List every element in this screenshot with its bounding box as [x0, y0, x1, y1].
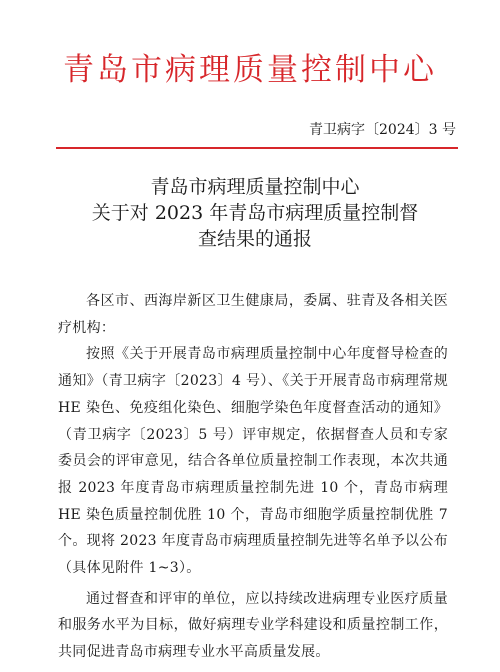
body-paragraph-1: 按照《关于开展青岛市病理质量控制中心年度督导检查的通知》（青卫病字〔2023〕4 号）、《关于开展青岛市病理常规 HE 染色、免疫组化染色、细胞学染色年度督查活动的通知》（青卫病字〔2023〕5 号）评审规定，依据督查人员和专家委员会的评审意见，结合各单位质量控制工作表现，本次共通报 2023 年度青岛市病理质量控制先进 10 个，青岛市病理 HE 染色质量控制优胜 10 个，青岛市细胞学质量控制优胜 7 个。现将 2023 年度青岛市病理质量控制先进等名单予以公布（具体见附件 1~3）。 [58, 346, 448, 577]
title-line-2: 关于对 2023 年青岛市病理质量控制督 [91, 202, 419, 224]
body-paragraph-2: 通过督查和评审的单位，应以持续改进病理专业医疗质量和服务水平为目标，做好病理专业学科建设和质量控制工作，共同促进青岛市病理专业水平高质量发展。 [58, 590, 448, 661]
header-divider [56, 147, 458, 149]
salutation: 各区市、西海岸新区卫生健康局，委属、驻青及各相关医疗机构： [58, 293, 448, 336]
document-title [60, 174, 450, 252]
document-number: 青卫病字〔2024〕3 号 [309, 122, 456, 138]
masthead-title: 青岛市病理质量控制中心 [63, 52, 437, 88]
title-line-3: 查结果的通报 [197, 228, 312, 250]
document-body [58, 288, 448, 666]
title-line-1: 青岛市病理质量控制中心 [150, 176, 360, 198]
